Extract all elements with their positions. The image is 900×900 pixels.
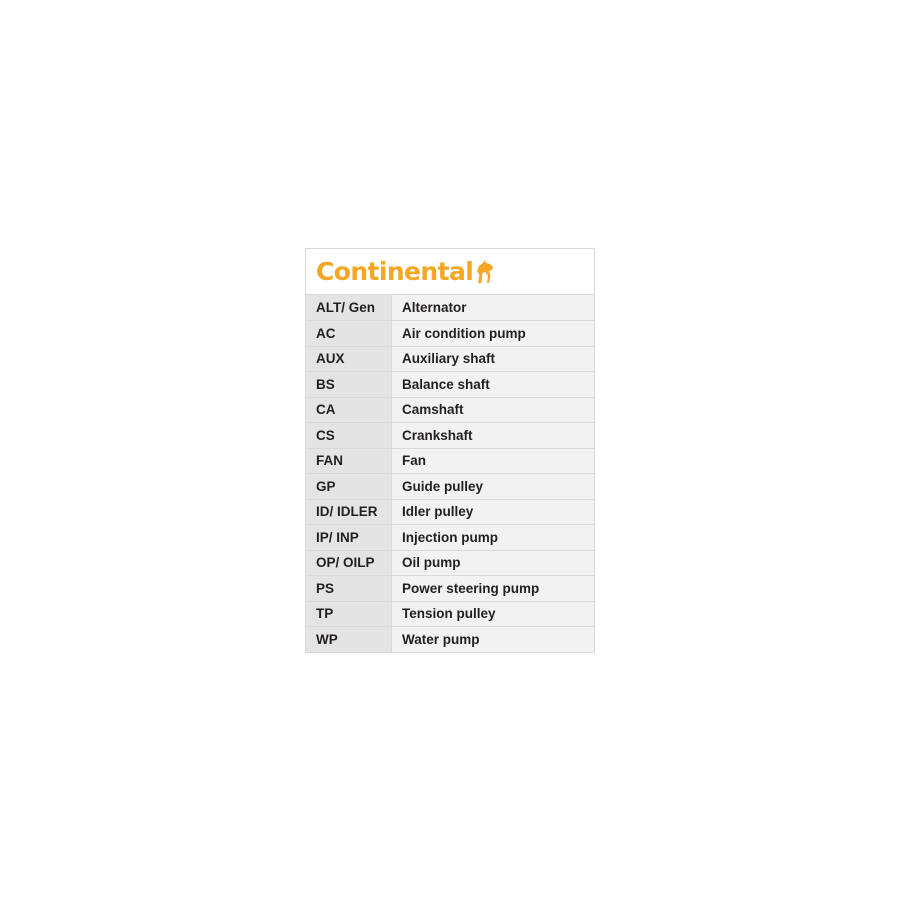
desc-cell: Idler pulley xyxy=(392,499,595,525)
table-row xyxy=(306,601,594,627)
abbr-cell: ID/ IDLER xyxy=(306,499,392,525)
abbr-cell: CS xyxy=(306,423,392,449)
desc-cell: Oil pump xyxy=(392,550,595,576)
continental-horse-icon xyxy=(475,259,495,285)
abbr-cell: AUX xyxy=(306,346,392,372)
desc-cell: Fan xyxy=(392,448,595,474)
table-row xyxy=(306,372,594,398)
desc-cell: Alternator xyxy=(392,295,595,321)
abbr-cell: GP xyxy=(306,474,392,500)
desc-cell: Auxiliary shaft xyxy=(392,346,595,372)
desc-cell: Balance shaft xyxy=(392,372,595,398)
table-row xyxy=(306,499,594,525)
abbr-cell: WP xyxy=(306,627,392,653)
table-row xyxy=(306,397,594,423)
abbr-cell: ALT/ Gen xyxy=(306,295,392,321)
table-row xyxy=(306,448,594,474)
abbr-cell: OP/ OILP xyxy=(306,550,392,576)
desc-cell: Camshaft xyxy=(392,397,595,423)
desc-cell: Air condition pump xyxy=(392,321,595,347)
legend-table-body xyxy=(306,295,594,652)
table-row xyxy=(306,423,594,449)
brand-wordmark: Continental xyxy=(316,257,474,286)
abbr-cell: CA xyxy=(306,397,392,423)
abbr-cell: TP xyxy=(306,601,392,627)
desc-cell: Tension pulley xyxy=(392,601,595,627)
desc-cell: Crankshaft xyxy=(392,423,595,449)
continental-logo xyxy=(316,259,495,285)
desc-cell: Power steering pump xyxy=(392,576,595,602)
table-row xyxy=(306,525,594,551)
table-row xyxy=(306,627,594,653)
table-row xyxy=(306,474,594,500)
table-row xyxy=(306,576,594,602)
abbr-cell: FAN xyxy=(306,448,392,474)
continental-legend-card xyxy=(305,248,595,653)
table-row xyxy=(306,321,594,347)
brand-header xyxy=(306,249,594,295)
abbr-cell: BS xyxy=(306,372,392,398)
table-row xyxy=(306,550,594,576)
abbr-cell: AC xyxy=(306,321,392,347)
abbr-cell: IP/ INP xyxy=(306,525,392,551)
abbreviation-legend-table xyxy=(306,295,594,652)
desc-cell: Guide pulley xyxy=(392,474,595,500)
abbr-cell: PS xyxy=(306,576,392,602)
table-row xyxy=(306,346,594,372)
desc-cell: Water pump xyxy=(392,627,595,653)
desc-cell: Injection pump xyxy=(392,525,595,551)
table-row xyxy=(306,295,594,321)
